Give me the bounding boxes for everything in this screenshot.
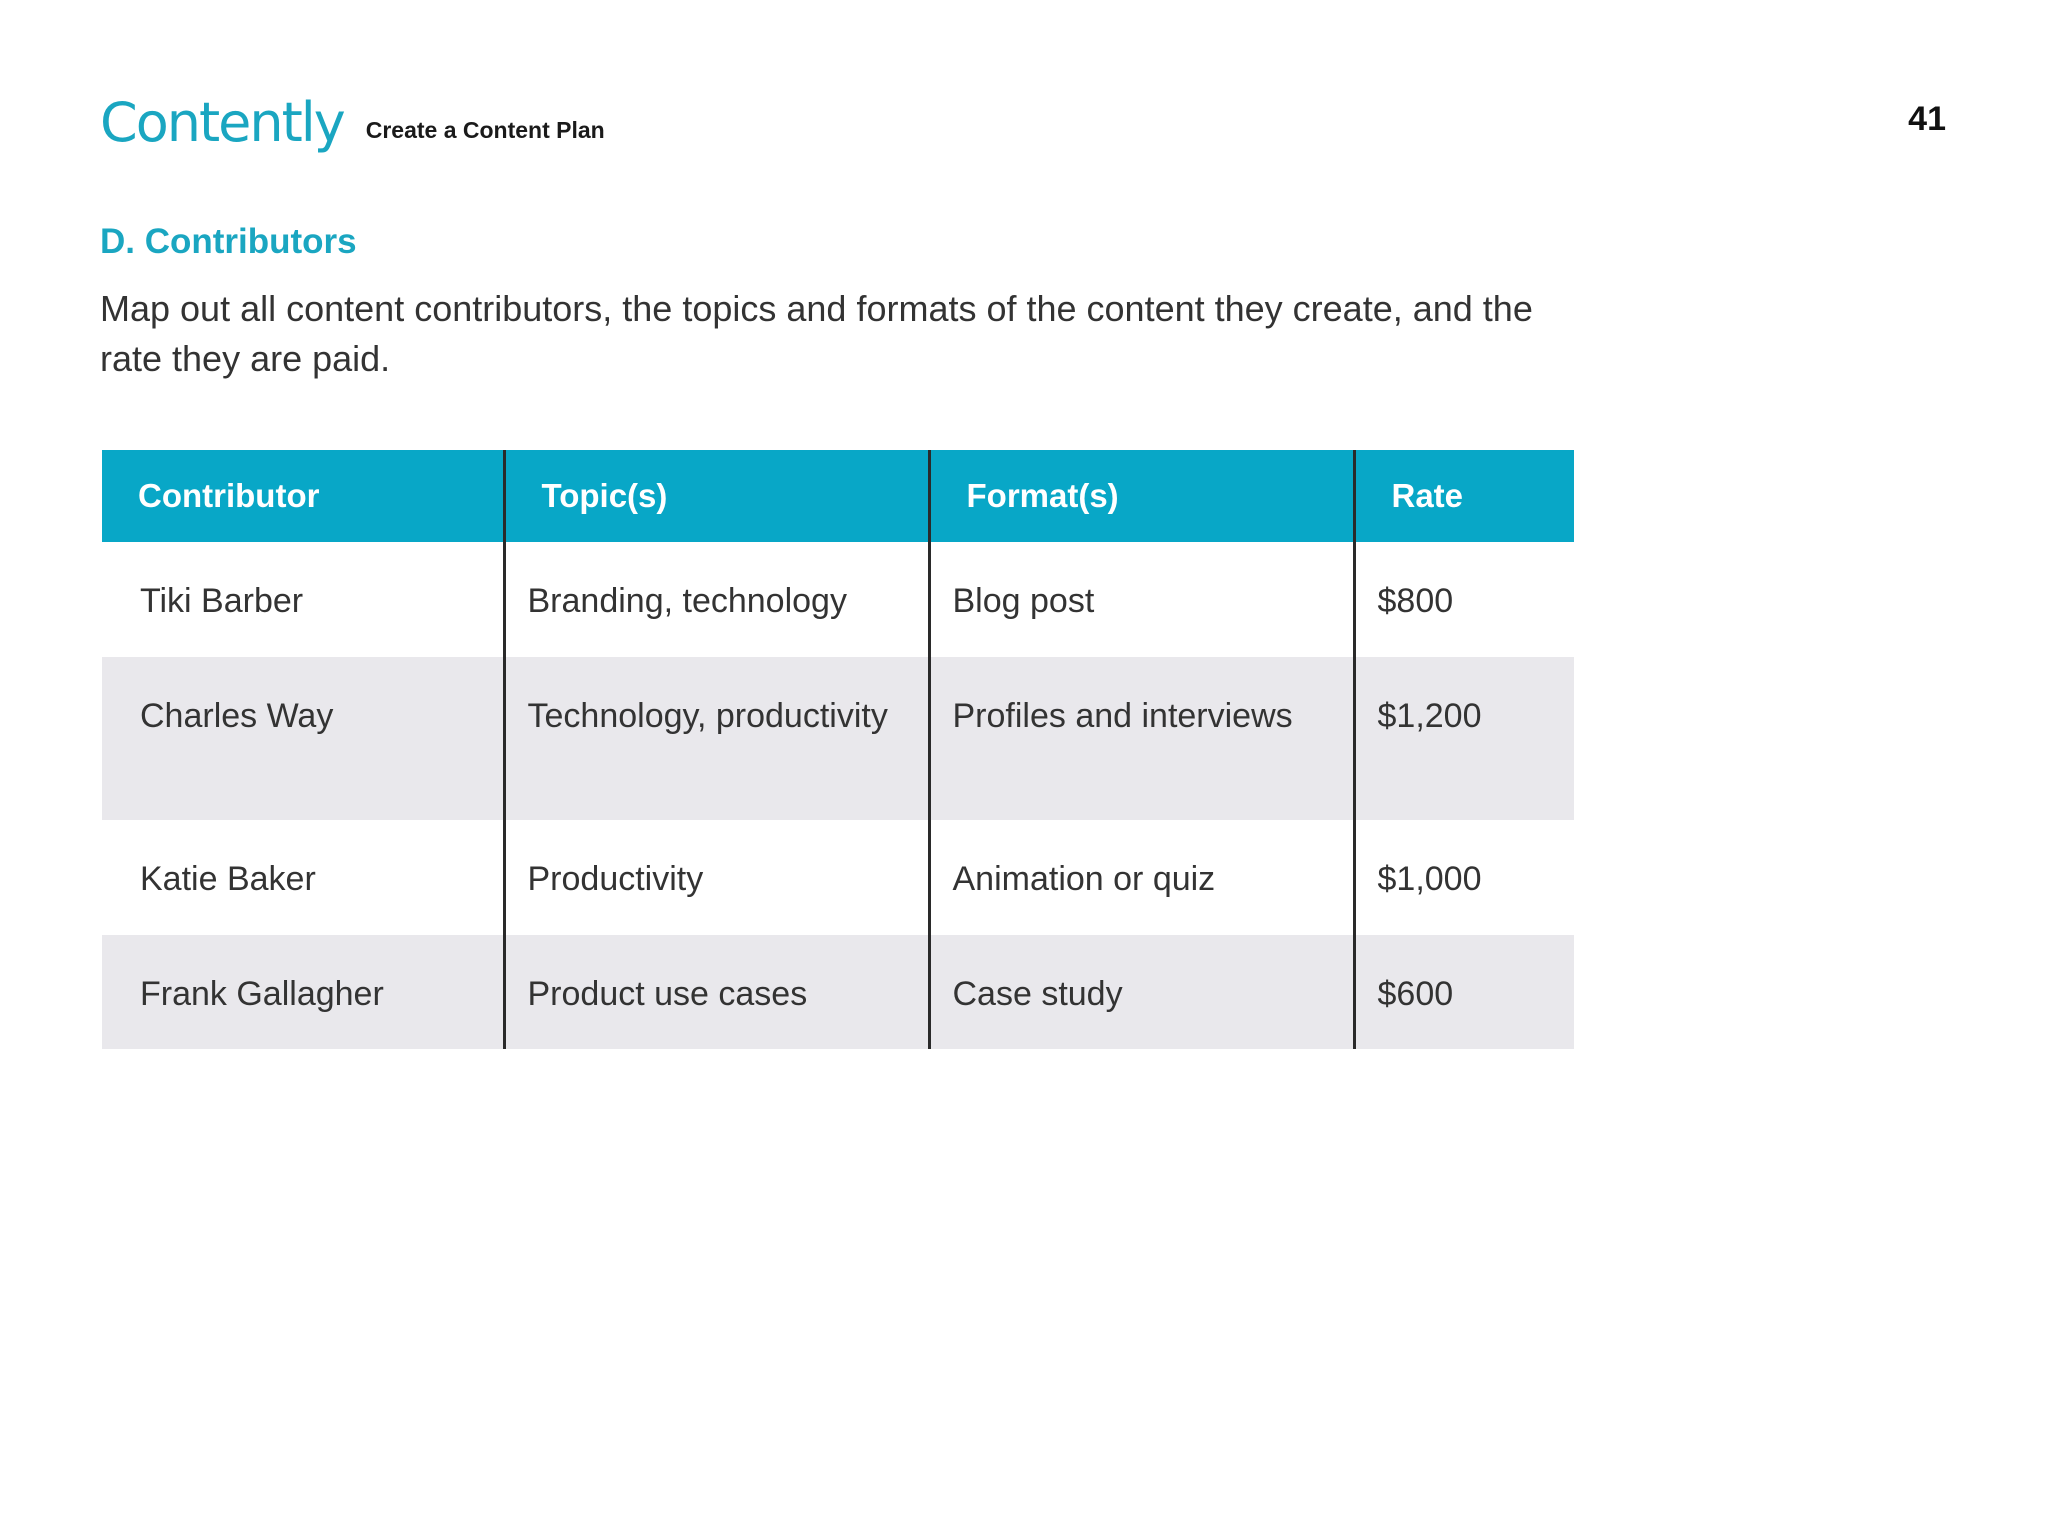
table-header-row — [102, 450, 1574, 542]
cell-rate: $1,200 — [1354, 657, 1574, 820]
cell-formats: Case study — [929, 935, 1354, 1049]
table-row — [102, 657, 1574, 820]
page-header — [100, 80, 605, 154]
cell-formats: Animation or quiz — [929, 820, 1354, 935]
cell-topics: Productivity — [504, 820, 929, 935]
contributors-table-container — [102, 450, 1574, 1049]
cell-rate: $600 — [1354, 935, 1574, 1049]
column-header-topics: Topic(s) — [504, 450, 929, 542]
table-row — [102, 935, 1574, 1049]
section-heading: D. Contributors — [100, 222, 357, 261]
cell-topics: Branding, technology — [504, 542, 929, 657]
table-row — [102, 542, 1574, 657]
cell-topics: Technology, productivity — [504, 657, 929, 820]
cell-contributor: Charles Way — [102, 657, 504, 820]
table-row — [102, 820, 1574, 935]
column-header-rate: Rate — [1354, 450, 1574, 542]
section-intro: Map out all content contributors, the topics and formats of the content they create, and the rate they are paid. — [100, 288, 1533, 379]
cell-topics: Product use cases — [504, 935, 929, 1049]
cell-rate: $1,000 — [1354, 820, 1574, 935]
cell-formats: Blog post — [929, 542, 1354, 657]
contributors-table — [102, 450, 1574, 1049]
column-header-formats: Format(s) — [929, 450, 1354, 542]
cell-contributor: Tiki Barber — [102, 542, 504, 657]
cell-formats: Profiles and interviews — [929, 657, 1354, 820]
document-title: Create a Content Plan — [365, 117, 605, 143]
column-header-contributor: Contributor — [102, 450, 504, 542]
cell-rate: $800 — [1354, 542, 1574, 657]
contently-logo: Contently — [100, 91, 344, 154]
cell-contributor: Frank Gallagher — [102, 935, 504, 1049]
cell-contributor: Katie Baker — [102, 820, 504, 935]
page-number: 41 — [1908, 100, 1946, 138]
